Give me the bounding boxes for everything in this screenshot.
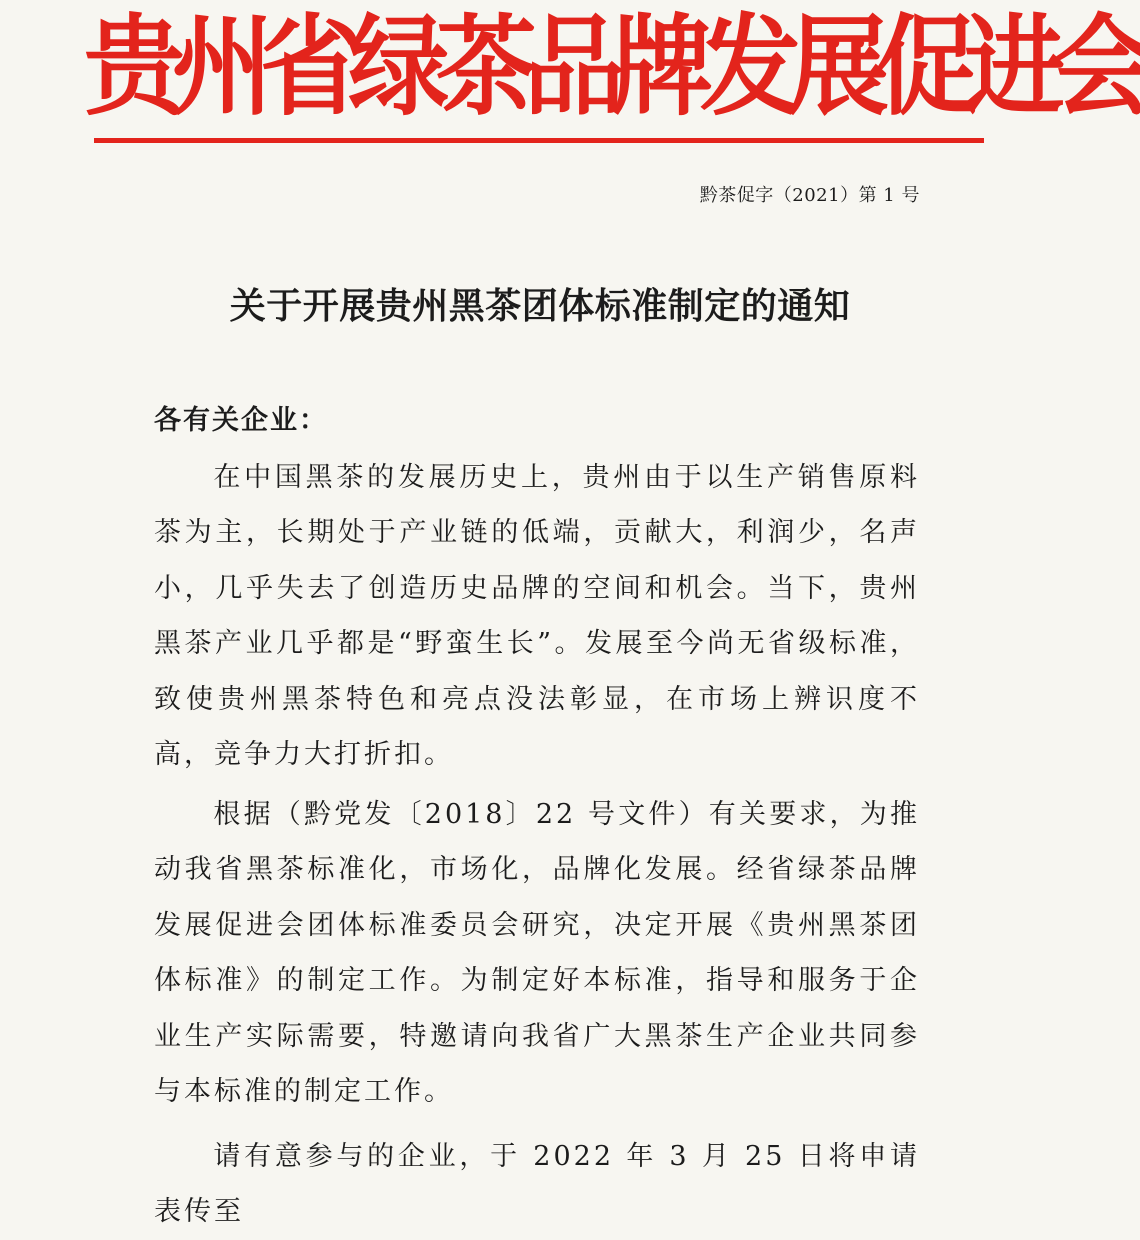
body-paragraph-3: 请有意参与的企业，于 2022 年 3 月 25 日将申请表传至 (154, 1141, 920, 1228)
document-number: 黔茶促字（2021）第 1 号 (699, 185, 920, 206)
body-paragraph-2: 根据（黔党发〔2018〕22 号文件）有关要求，为推动我省黑茶标准化，市场化，品牌化发展。经省绿茶品牌发展促进会团体标准委员会研究，决定开展《贵州黑茶团体标准》的制定工作。为制定好本标准，指导和服务于企业生产实际需要，特邀请向我省广大黑茶生产企业共同参与本标准的制定工作。 (154, 799, 920, 1108)
letterhead-red-rule (94, 138, 984, 143)
notice-title: 关于开展贵州黑茶团体标准制定的通知 (229, 286, 851, 327)
body-paragraph-1: 在中国黑茶的发展历史上，贵州由于以生产销售原料茶为主，长期处于产业链的低端，贡献大，利润少，名声小，几乎失去了创造历史品牌的空间和机会。当下，贵州黑茶产业几乎都是“野蛮生长”。发展至今尚无省级标准，致使贵州黑茶特色和亮点没法彰显，在市场上辨识度不高，竞争力大打折扣。 (154, 462, 920, 771)
organization-letterhead: 贵州省绿茶品牌发展促进会 (84, 3, 1140, 131)
salutation: 各有关企业： (154, 405, 328, 436)
